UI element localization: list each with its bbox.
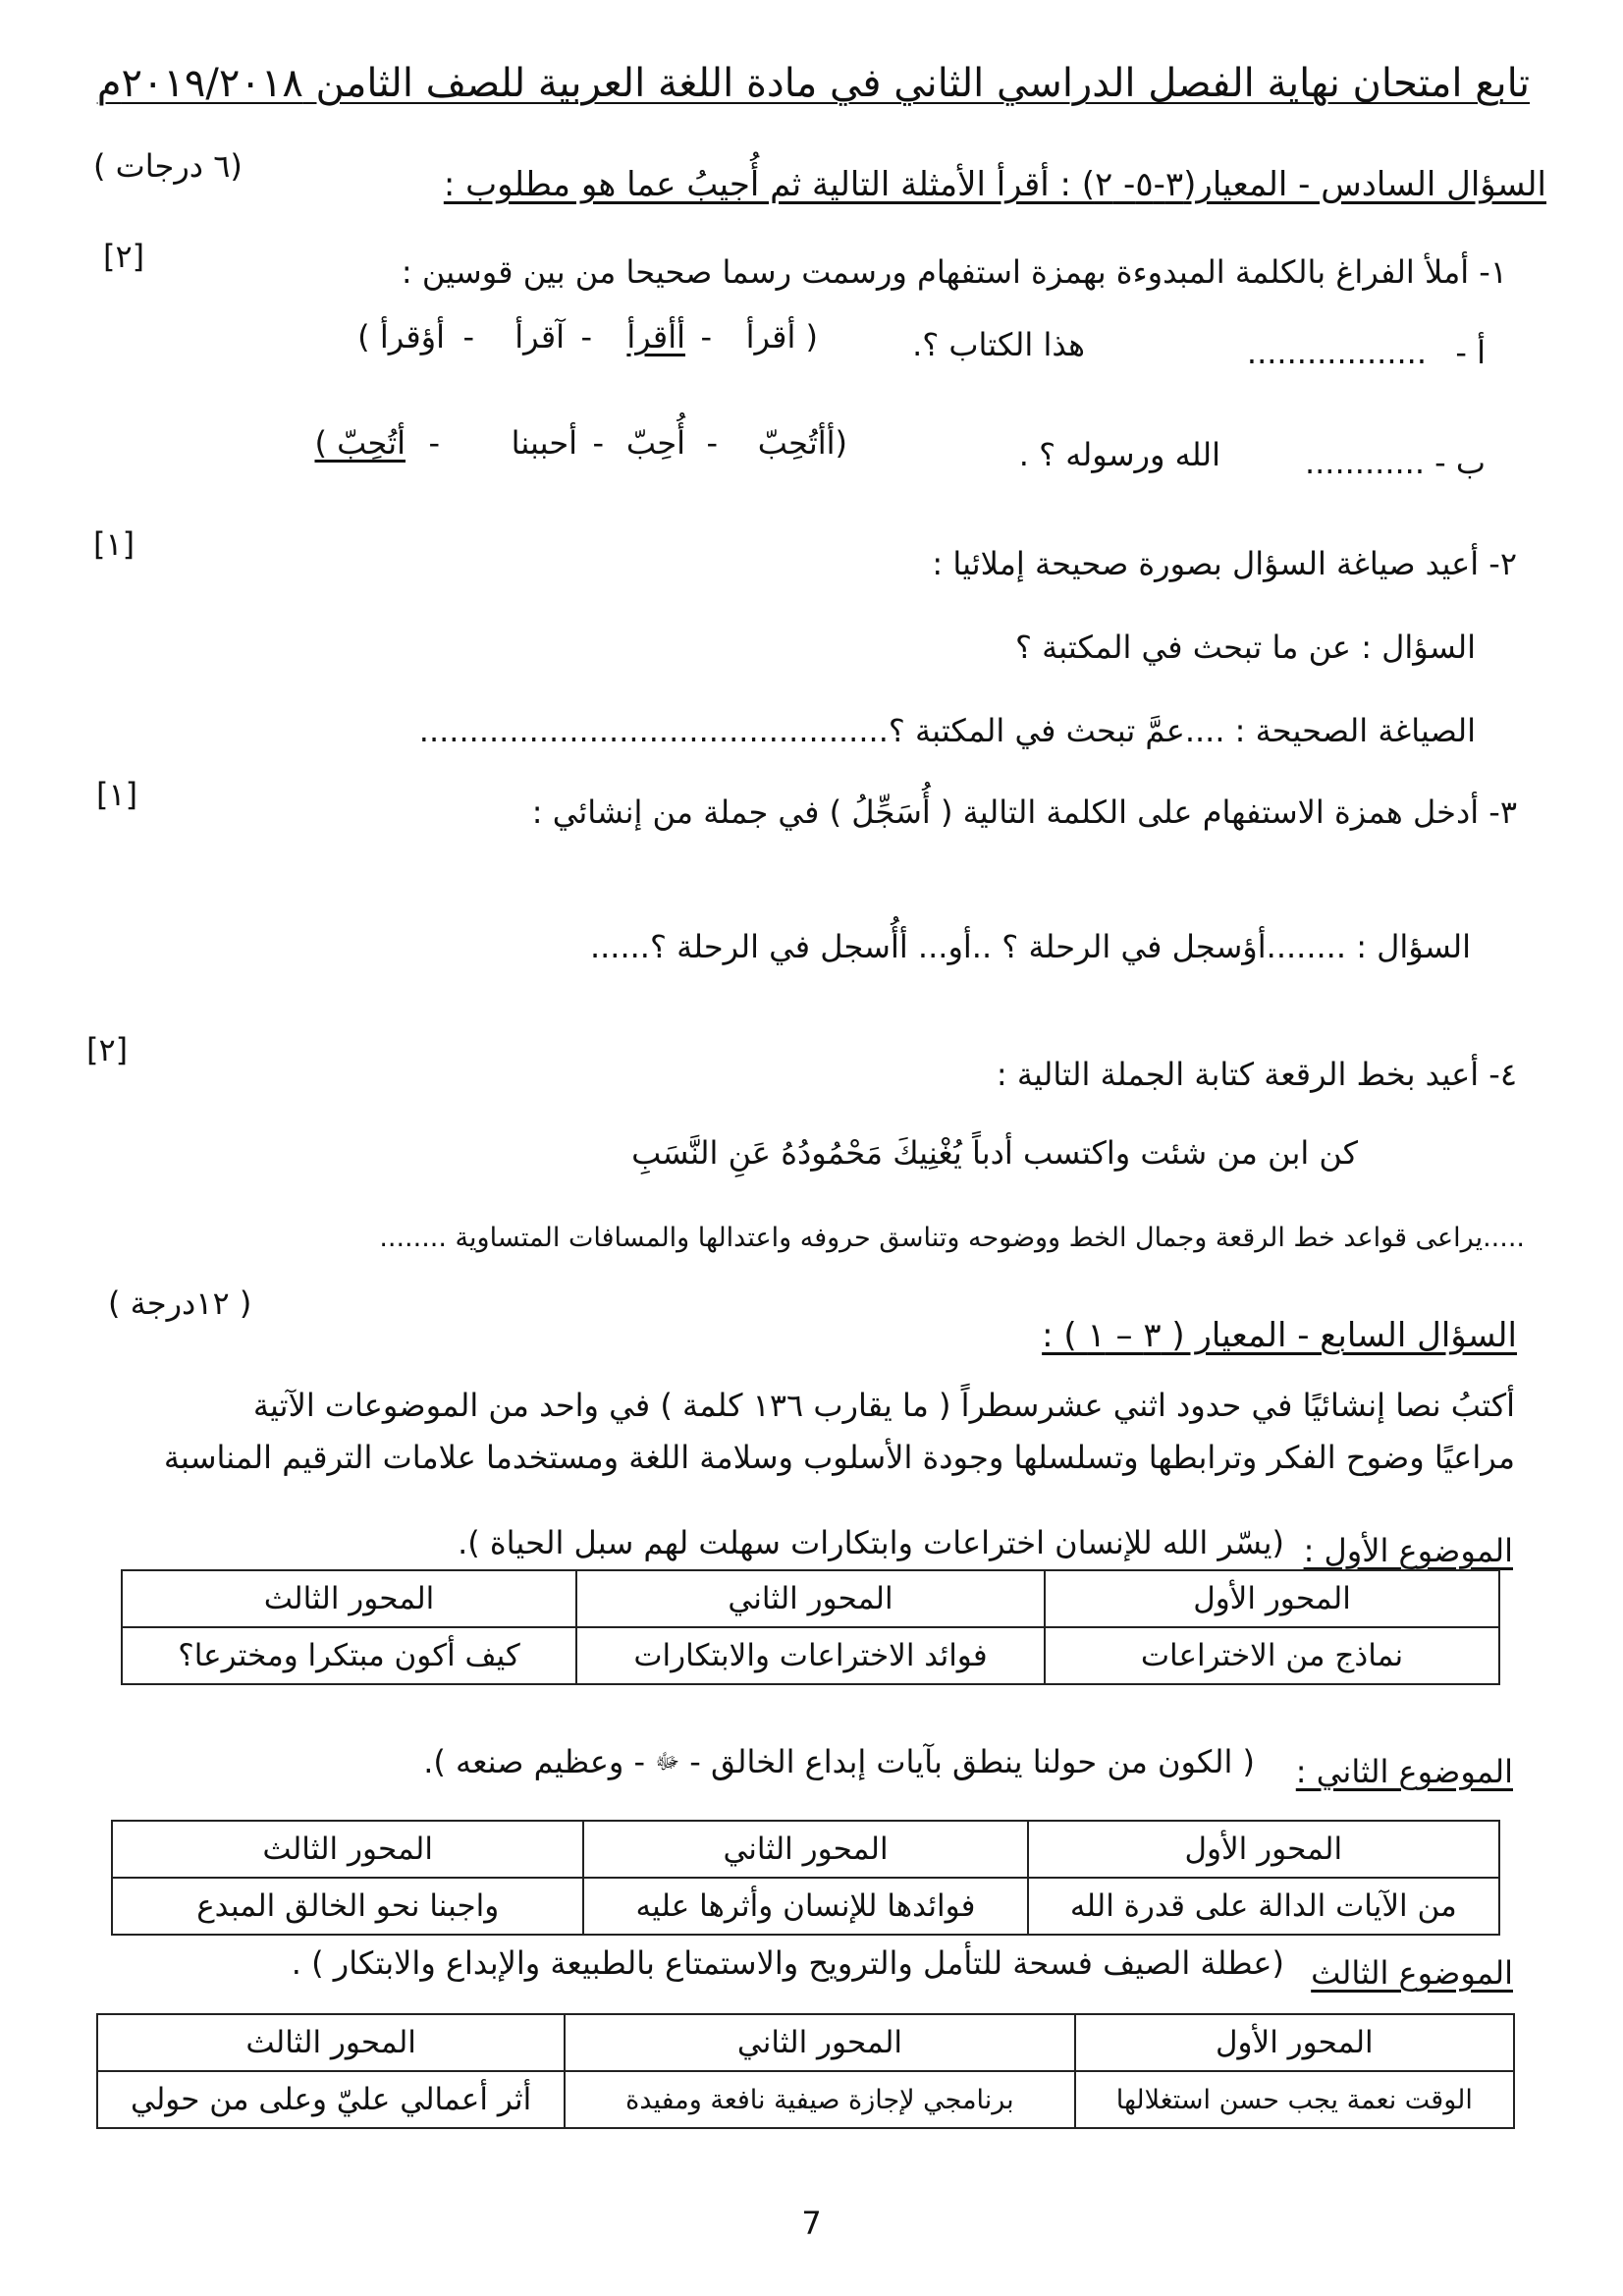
- question-7-instruction-2: مراعيًا وضوح الفكر وترابطها وتسلسلها وجودة الأسلوب وسلامة اللغة ومستخدما علامات الترقيم المناسبة: [163, 1439, 1515, 1476]
- table-header-row: [112, 1821, 1499, 1878]
- item-1b-option-correct: أتُحِبّ ): [314, 424, 406, 462]
- table-header: المحور الأول: [1045, 1570, 1499, 1627]
- seal-glyph: ﷻ: [655, 1750, 680, 1775]
- table-header: المحور الأول: [1075, 2014, 1514, 2071]
- table-cell: من الآيات الدالة على قدرة الله: [1028, 1878, 1499, 1935]
- item-1-marks: [٢]: [103, 238, 145, 275]
- topic-3-title: (عطلة الصيف فسحة للتأمل والترويح والاستمتاع بالطبيعة والإبداع والابتكار ) .: [291, 1944, 1284, 1982]
- item-1-instruction: ١- أملأ الفراغ بالكلمة المبدوءة بهمزة استفهام ورسمت رسما صحيحا من بين قوسين :: [401, 253, 1507, 291]
- table-header: المحور الثالث: [112, 1821, 583, 1878]
- table-header: المحور الثاني: [565, 2014, 1074, 2071]
- question-6-marks: (٦ درجات ): [93, 147, 243, 185]
- table-cell: فوائد الاختراعات والابتكارات: [576, 1627, 1045, 1684]
- item-1b-option: أحببنا: [511, 424, 577, 462]
- question-7-marks: ( ١٢درجة ): [108, 1285, 252, 1322]
- table-row: [122, 1627, 1499, 1684]
- item-1b-sentence: الله ورسوله ؟ .: [1018, 436, 1220, 473]
- item-2-instruction: ٢- أعيد صياغة السؤال بصورة صحيحة إملائيا :: [932, 545, 1517, 582]
- page-number: 7: [801, 2205, 822, 2242]
- question-7-instruction-1: أكتبُ نصا إنشائيًا في حدود اثني عشرسطراً ( ما يقارب ١٣٦ كلمة ) في واحد من الموضوعات الآتية: [252, 1387, 1515, 1424]
- item-1b-label: ب -: [1434, 444, 1486, 481]
- table-header: المحور الثاني: [576, 1570, 1045, 1627]
- table-header-row: [122, 1570, 1499, 1627]
- item-1a-option: آقرأ: [514, 318, 565, 355]
- item-4-note: .....يراعى قواعد خط الرقعة وجمال الخط ووضوحه وتناسق حروفه واعتدالها والمسافات المتساوية ........: [379, 1223, 1525, 1253]
- topic-2-title-a: ( الكون من حولنا ينطق بآيات إبداع الخالق -: [689, 1743, 1255, 1780]
- table-header-row: [97, 2014, 1514, 2071]
- table-cell: برنامجي لإجازة صيفية نافعة ومفيدة: [565, 2071, 1074, 2128]
- table-cell: فوائدها للإنسان وأثرها عليه: [583, 1878, 1027, 1935]
- item-1a-option-correct: أأقرأ: [626, 318, 685, 355]
- topic-1-table: [121, 1569, 1500, 1685]
- question-7-heading: السؤال السابع - المعيار ( ٣ – ١ ) :: [1042, 1316, 1517, 1355]
- item-1a-option: ( أقرأ: [745, 318, 818, 355]
- topic-1-title: (يسّر الله للإنسان اختراعات وابتكارات سهلت لهم سبل الحياة ).: [458, 1524, 1284, 1561]
- table-header: المحور الأول: [1028, 1821, 1499, 1878]
- topic-2-table: [111, 1820, 1500, 1936]
- item-4-sentence: كن ابن من شئت واكتسب أدباً يُغْنِيكَ مَحْمُودُهُ عَنِ النَّسَبِ: [631, 1134, 1358, 1172]
- table-row: [112, 1878, 1499, 1935]
- item-1a-label: أ -: [1455, 334, 1486, 371]
- item-3-marks: [١]: [96, 776, 138, 813]
- topic-2-title-b: - وعظيم صنعه ).: [423, 1743, 646, 1780]
- item-3-instruction: ٣- أدخل همزة الاستفهام على الكلمة التالية ( أُسَجِّلُ ) في جملة من إنشائي :: [531, 793, 1517, 831]
- item-1a-sentence: هذا الكتاب ؟.: [912, 326, 1085, 363]
- item-1b-option: (أأتُحِبّ: [757, 424, 847, 462]
- table-cell: الوقت نعمة يجب حسن استغلالها: [1075, 2071, 1514, 2128]
- table-header: المحور الثالث: [97, 2014, 565, 2071]
- topic-3-label: الموضوع الثالث: [1311, 1954, 1513, 1992]
- item-3-answer: السؤال : ........أؤسجل في الرحلة ؟ ..أو... أأُسجل في الرحلة ؟......: [589, 928, 1471, 965]
- item-1a-option: أؤقرأ ): [357, 318, 445, 355]
- item-2-question: السؤال : عن ما تبحث في المكتبة ؟: [1014, 629, 1476, 666]
- item-2-answer: الصياغة الصحيحة : ....عمَّ تبحث في المكتبة ؟...............................................: [418, 712, 1476, 749]
- item-1b-option: أُحِبّ: [625, 424, 685, 462]
- topic-3-table: [96, 2013, 1515, 2129]
- table-row: [97, 2071, 1514, 2128]
- page-title: تابع امتحان نهاية الفصل الدراسي الثاني في مادة اللغة العربية للصف الثامن ٢٠١٩/٢٠١٨م: [96, 61, 1530, 106]
- item-1a-blank: ..................: [1246, 334, 1427, 371]
- item-2-marks: [١]: [93, 525, 135, 563]
- topic-1-label: الموضوع الأول :: [1303, 1532, 1513, 1569]
- table-cell: نماذج من الاختراعات: [1045, 1627, 1499, 1684]
- question-6-heading: السؤال السادس - المعيار(٣-٥- ٢) : أقرأ الأمثلة التالية ثم أُجيبُ عما هو مطلوب :: [443, 165, 1546, 204]
- table-cell: أثر أعمالي عليّ وعلى من حولي: [97, 2071, 565, 2128]
- table-header: المحور الثاني: [583, 1821, 1027, 1878]
- table-cell: واجبنا نحو الخالق المبدع: [112, 1878, 583, 1935]
- item-4-instruction: ٤- أعيد بخط الرقعة كتابة الجملة التالية :: [996, 1056, 1517, 1093]
- table-cell: كيف أكون مبتكرا ومخترعا؟: [122, 1627, 576, 1684]
- table-header: المحور الثالث: [122, 1570, 576, 1627]
- topic-2-label: الموضوع الثاني :: [1295, 1753, 1513, 1790]
- item-1b-blank: ............: [1304, 444, 1425, 481]
- item-4-marks: [٢]: [86, 1031, 129, 1068]
